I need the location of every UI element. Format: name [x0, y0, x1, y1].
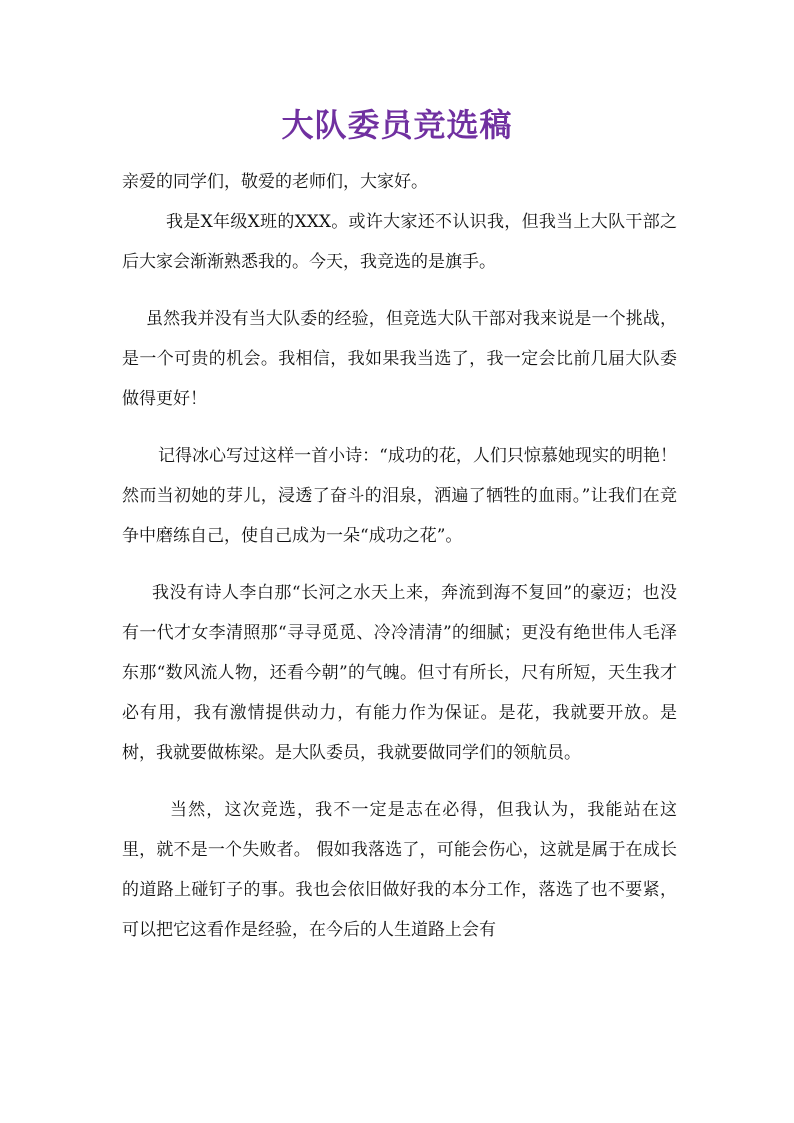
paragraph-challenge: 虽然我并没有当大队委的经验，但竞选大队干部对我来说是一个挑战，是一个可贵的机会。我相信，我如果我当选了，我一定会比前几届大队委做得更好！	[122, 309, 677, 409]
paragraph-ambition: 我没有诗人李白那“长河之水天上来，奔流到海不复回”的豪迈；也没有一代才女李清照那“寻寻觅觅、冷冷清清”的细腻；更没有绝世伟人毛泽东那“数风流人物，还看今朝”的气魄。但寸有所长，尺有所短，天生我才必有用，我有激情提供动力，有能力作为保证。是花，我就要开放。是树，我就要做栋梁。是大队委员，我就要做同学们的领航员。	[122, 583, 677, 763]
paragraph-outcome: 当然，这次竞选，我不一定是志在必得，但我认为，我能站在这里，就不是一个失败者。 假如我落选了，可能会伤心，这就是属于在成长的道路上碰钉子的事。我也会依旧做好我的本分工作，落选了也不要紧，可以把它这看作是经验，在今后的人生道路上会有	[122, 800, 677, 940]
paragraph-poem: 记得冰心写过这样一首小诗：“成功的花，人们只惊慕她现实的明艳！然而当初她的芽儿，浸透了奋斗的泪泉，洒遍了牺牲的血雨。”让我们在竞争中磨练自己，使自己成为一朵“成功之花”。	[122, 446, 677, 546]
document-body	[122, 162, 677, 950]
paragraph-introduction: 我是X年级X班的XXX。或许大家还不认识我，但我当上大队干部之后大家会渐渐熟悉我的。今天，我竞选的是旗手。	[122, 212, 677, 272]
document-title: 大队委员竞选稿	[281, 106, 513, 144]
greeting-paragraph: 亲爱的同学们，敬爱的老师们，大家好。	[122, 172, 428, 192]
